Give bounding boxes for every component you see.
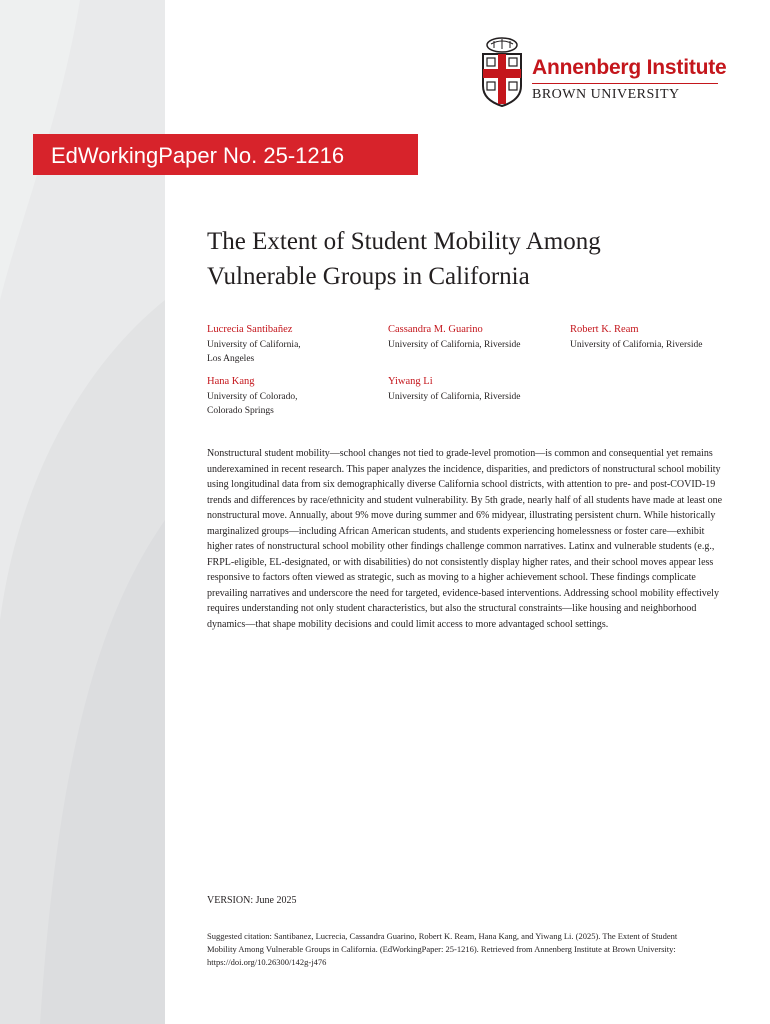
logo-divider — [532, 83, 718, 84]
author-block — [570, 323, 745, 352]
author-name: Hana Kang — [207, 376, 255, 387]
author-affiliation: University of Colorado, — [207, 392, 298, 402]
author-affiliation: University of California, Riverside — [388, 340, 521, 350]
brown-university-shield-icon — [480, 36, 524, 108]
suggested-citation: Suggested citation: Santibanez, Lucrecia, Cassandra Guarino, Robert K. Ream, Hana Kang, and Yiwang Li. (2025). The Extent of Student Mobility Among Vulnerable Groups in California. (EdWorkingPaper: 25-1216). Retrieved from Annenberg Institute at Brown University: https://doi.org/10.26300/142g-j476 — [207, 931, 678, 967]
university-name: BROWN UNIVERSITY — [532, 87, 680, 102]
author-affiliation: University of California, Riverside — [570, 340, 703, 350]
paper-number-banner — [33, 134, 418, 175]
annenberg-logo — [480, 36, 730, 108]
version-label: VERSION: June 2025 — [207, 895, 297, 906]
institute-name: Annenberg Institute — [532, 56, 727, 79]
paper-number: EdWorkingPaper No. 25-1216 — [51, 143, 345, 168]
author-name: Robert K. Ream — [570, 324, 639, 335]
author-block — [388, 375, 563, 404]
title-line-1: The Extent of Student Mobility Among — [207, 228, 601, 255]
author-block — [388, 323, 563, 352]
author-block — [207, 323, 377, 366]
author-affiliation: University of California, — [207, 340, 301, 350]
abstract: Nonstructural student mobility—school changes not tied to grade-level promotion—is common and consequential yet remains underexamined in recent research. This paper analyzes the incidence, disparities, and predictors of nonstructural school mobility using longitudinal data from six demographically diverse California school districts, with attention to pre- and post-COVID-19 trends and differences by race/ethnicity and student vulnerability. By 5th grade, nearly half of all students have made at least one nonstructural move. Annually, about 9% move during summer and 6% midyear, illustrating persistent churn. While historically marginalized groups—including African American students, and students experiencing homelessness or foster care—exhibit higher rates of nonstructural school mobility other findings challenge common narratives. Latinx and vulnerable students (e.g., FRPL-eligible, EL-designated, or with disabilities) do not consistently display higher rates, and their school moves appear less responsive to factors often viewed as strategic, such as moving to a higher achievement school. These findings complicate prevailing narratives and underscore the need for targeted, evidence-based interventions. Addressing school mobility effectively requires understanding not only student characteristics, but also the structural constraints—like housing and neighborhood dynamics—that shape mobility decisions and could limit access to more advantaged school settings. — [207, 448, 723, 630]
author-affiliation: University of California, Riverside — [388, 392, 521, 402]
author-affiliation: Los Angeles — [207, 354, 255, 364]
author-affiliation: Colorado Springs — [207, 406, 274, 416]
paper-title — [207, 224, 727, 294]
author-block — [207, 375, 377, 418]
author-name: Cassandra M. Guarino — [388, 324, 483, 335]
author-name: Yiwang Li — [388, 376, 433, 387]
title-line-2: Vulnerable Groups in California — [207, 263, 530, 290]
author-name: Lucrecia Santibañez — [207, 324, 293, 335]
